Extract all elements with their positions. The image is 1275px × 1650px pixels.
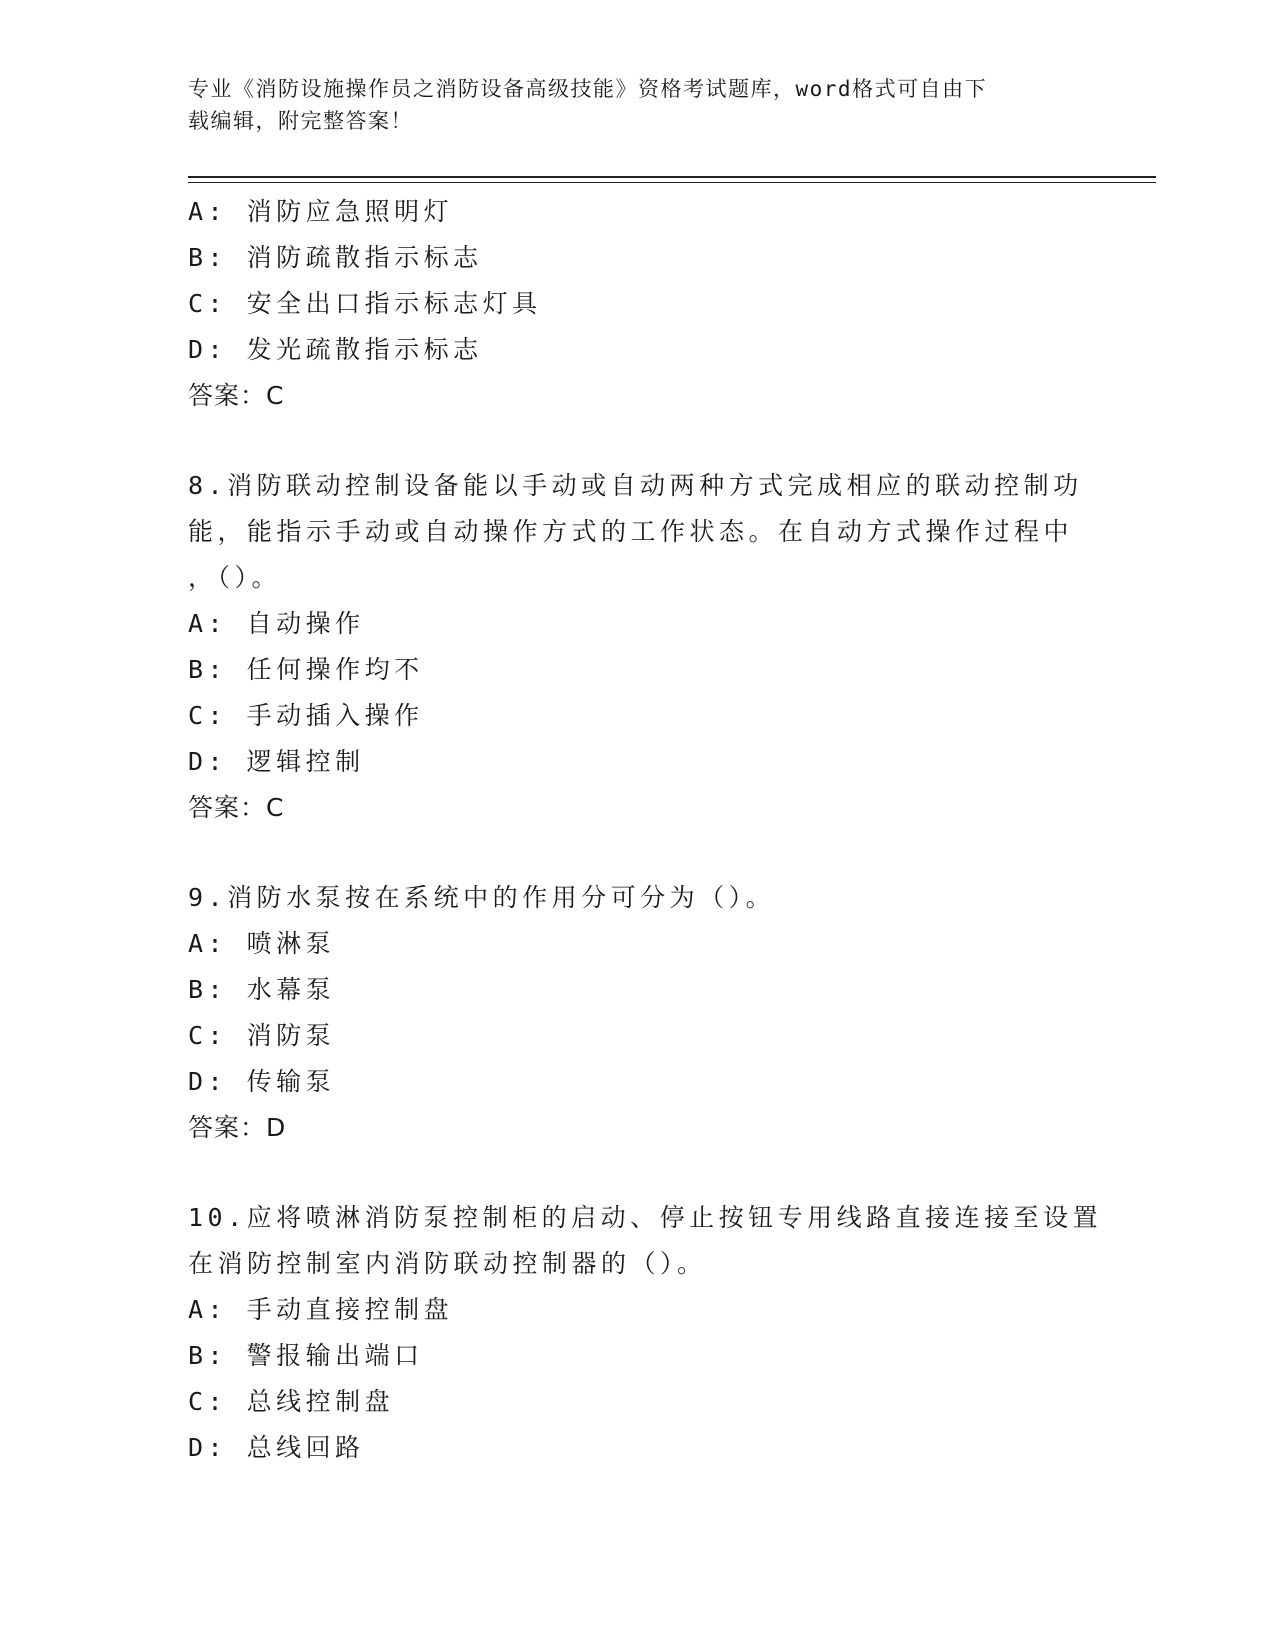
question-stem-line: 10.应将喷淋消防泵控制柜的启动、停止按钮专用线路直接连接至设置 xyxy=(188,1203,1103,1232)
header-divider-thick xyxy=(188,176,1156,178)
document-header xyxy=(188,73,1068,137)
spacer xyxy=(188,831,1088,875)
option-a: A: 喷淋泵 xyxy=(188,929,336,958)
question-stem-line: ，（）。 xyxy=(188,563,282,592)
option-d: D: 发光疏散指示标志 xyxy=(188,335,483,364)
header-line-2: 载编辑，附完整答案！ xyxy=(188,109,413,133)
question-stem-line: 8.消防联动控制设备能以手动或自动两种方式完成相应的联动控制功 xyxy=(188,471,1083,500)
option-d: D: 传输泵 xyxy=(188,1067,336,1096)
spacer xyxy=(188,419,1088,463)
answer: 答案：C xyxy=(188,793,285,822)
question-8 xyxy=(188,463,1088,831)
question-9 xyxy=(188,875,1088,1151)
question-stem-line: 能，能指示手动或自动操作方式的工作状态。在自动方式操作过程中 xyxy=(188,517,1074,546)
answer: 答案：D xyxy=(188,1113,287,1142)
option-b: B: 水幕泵 xyxy=(188,975,336,1004)
option-b: B: 任何操作均不 xyxy=(188,655,424,684)
spacer xyxy=(188,1151,1088,1195)
option-a: A: 消防应急照明灯 xyxy=(188,197,454,226)
question-7 xyxy=(188,189,1088,419)
option-b: B: 消防疏散指示标志 xyxy=(188,243,483,272)
header-line-1: 专业《消防设施操作员之消防设备高级技能》资格考试题库，word格式可自由下 xyxy=(188,77,988,101)
question-list xyxy=(188,189,1103,1471)
question-10 xyxy=(188,1195,1103,1471)
header-divider-thin xyxy=(188,182,1156,183)
option-d: D: 逻辑控制 xyxy=(188,747,365,776)
question-stem-line: 9.消防水泵按在系统中的作用分可分为（）。 xyxy=(188,883,776,912)
answer: 答案：C xyxy=(188,381,285,410)
option-c: C: 消防泵 xyxy=(188,1021,336,1050)
option-a: A: 自动操作 xyxy=(188,609,365,638)
option-c: C: 总线控制盘 xyxy=(188,1387,395,1416)
option-c: C: 手动插入操作 xyxy=(188,701,424,730)
option-c: C: 安全出口指示标志灯具 xyxy=(188,289,542,318)
option-a: A: 手动直接控制盘 xyxy=(188,1295,454,1324)
question-stem-line: 在消防控制室内消防联动控制器的（）。 xyxy=(188,1249,707,1278)
option-b: B: 警报输出端口 xyxy=(188,1341,424,1370)
option-d: D: 总线回路 xyxy=(188,1433,365,1462)
